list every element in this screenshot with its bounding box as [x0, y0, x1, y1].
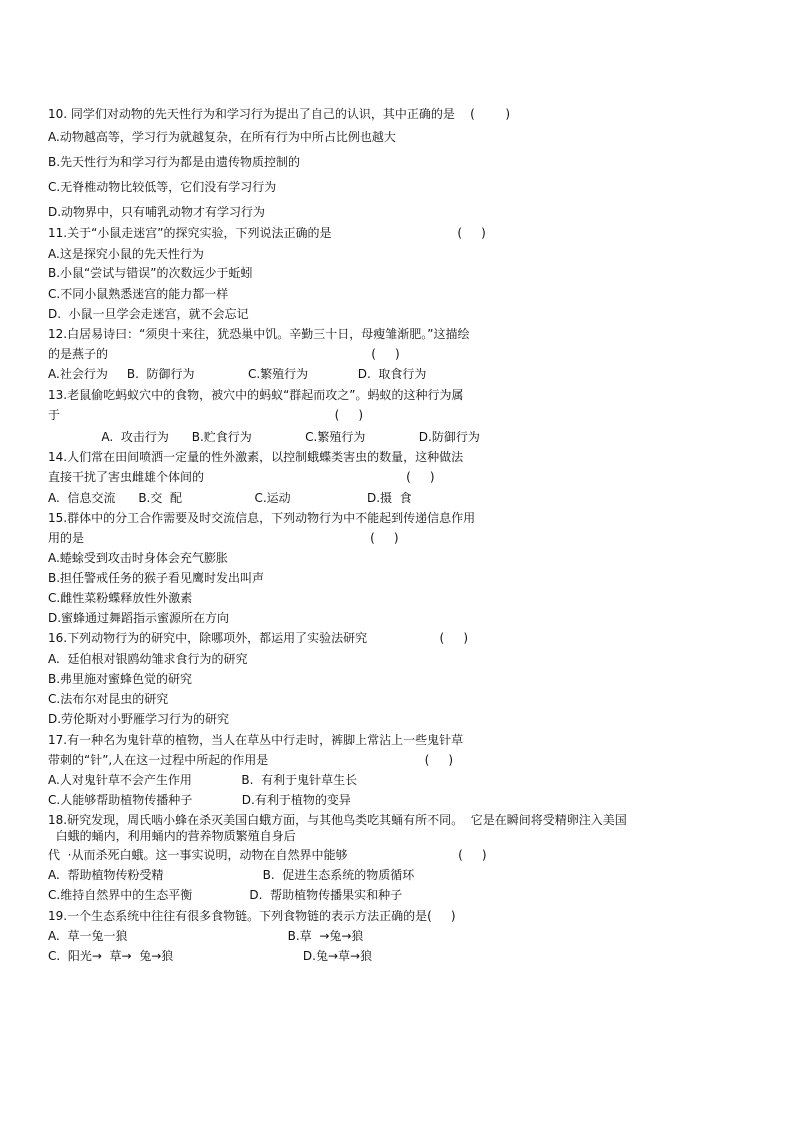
question-17-stem-line: 17.有一种名为鬼针草的植物，当人在草丛中行走时，裤脚上常沾上一些鬼针草 [48, 733, 464, 747]
question-11-option: A.这是探究小鼠的先天性行为 [48, 247, 204, 261]
question-17-stem-line: 带刺的“针”,人在这一过程中所起的作用是 ( ) [48, 753, 454, 767]
question-16-option: B.弗里施对蜜蜂色觉的研究 [48, 672, 193, 686]
question-19-option: C. 阳光→ 草→ 兔→狼 D.兔→草→狼 [48, 949, 373, 963]
question-15-option: D.蜜蜂通过舞蹈指示蜜源所在方向 [48, 611, 230, 625]
question-11-option: C.不同小鼠熟悉迷宫的能力都一样 [48, 287, 229, 301]
question-14-stem-line: 14.人们常在田间喷洒一定量的性外激素，以控制蛾蝶类害虫的数量，这种做法 [48, 450, 464, 464]
question-11-stem-line: 11.关于“小鼠走迷宫”的探究实验，下列说法正确的是 ( ) [48, 226, 486, 240]
question-12-stem-line: 12.白居易诗曰：“须臾十来往，犹恐巢中饥。辛勤三十日，母瘦雏渐肥。”这描绘 [48, 327, 470, 341]
question-17-option: C.人能够帮助植物传播种子 D.有利于植物的变异 [48, 793, 351, 807]
question-11-option: D. 小鼠一旦学会走迷宫，就不会忘记 [48, 307, 249, 321]
question-18-stem-line: 代 ·从而杀死白蛾。这一事实说明，动物在自然界中能够 ( ) [48, 848, 487, 862]
question-19-option: A. 草一兔一狼 B.草 →兔→狼 [48, 929, 364, 943]
question-19-stem-line: 19.一个生态系统中往往有很多食物链。下列食物链的表示方法正确的是( ) [48, 909, 456, 923]
question-10-option: C.无脊椎动物比较低等，它们没有学习行为 [48, 180, 277, 194]
question-15-option: B.担任警戒任务的猴子看见鹰时发出叫声 [48, 571, 265, 585]
question-18-option: C.维持自然界中的生态平衡 D. 帮助植物传播果实和种子 [48, 888, 403, 902]
question-15-option: C.雌性菜粉蝶释放性外激素 [48, 591, 193, 605]
question-10-stem-line: 10. 同学们对动物的先天性行为和学习行为提出了自己的认识，其中正确的是 ( ) [48, 107, 511, 121]
question-15-option: A.蜷蜍受到攻击时身体会充气膨胀 [48, 551, 228, 565]
question-12-stem-line: 的是燕子的 ( ) [48, 347, 400, 361]
question-10-option: B.先天性行为和学习行为都是由遗传物质控制的 [48, 155, 301, 169]
question-16-option: D.劳伦斯对小野雁学习行为的研究 [48, 712, 230, 726]
question-13-stem-line: 于 ( ) [48, 408, 364, 422]
question-17-option: A.人对鬼针草不会产生作用 B. 有利于鬼针草生长 [48, 773, 358, 787]
question-16-stem-line: 16.下列动物行为的研究中，除哪项外，都运用了实验法研究 ( ) [48, 631, 468, 645]
question-10-option: A.动物越高等，学习行为就越复杂，在所有行为中所占比例也越大 [48, 130, 396, 144]
question-15-stem-line: 15.群体中的分工合作需要及时交流信息，下列动物行为中不能起到传递信息作用 [48, 511, 476, 525]
question-11-option: B.小鼠“尝试与错误”的次数远少于蚯蚓 [48, 266, 253, 280]
question-13-option: A. 攻击行为 B.贮食行为 C.繁殖行为 D.防御行为 [48, 430, 480, 444]
question-16-option: C.法布尔对昆虫的研究 [48, 692, 169, 706]
question-18-stem-line: 白蛾的蛹内，利用蛹内的营养物质繁殖自身后 [48, 829, 296, 843]
question-18-option: A. 帮助植物传粉受精 B. 促进生态系统的物质循环 [48, 868, 415, 882]
question-10-option: D.动物界中，只有哺乳动物才有学习行为 [48, 205, 266, 219]
question-15-stem-line: 用的是 ( ) [48, 531, 399, 545]
question-14-stem-line: 直接干扰了害虫雌雄个体间的 ( ) [48, 470, 435, 484]
question-13-stem-line: 13.老鼠偷吃蚂蚁穴中的食物，被穴中的蚂蚁“群起而攻之”。蚂蚁的这种行为属 [48, 388, 464, 402]
question-14-option: A. 信息交流 B.交 配 C.运动 D.摄 食 [48, 491, 412, 505]
question-18-stem-line: 18.研究发现，周氏啮小蜂在杀灭美国白蛾方面，与其他鸟类吃其蛹有所不同。 它是在瞬间将受精卵注入美国 [48, 813, 627, 827]
question-16-option: A. 廷伯根对银鸥幼雏求食行为的研究 [48, 652, 248, 666]
question-12-option: A.社会行为 B. 防御行为 C.繁殖行为 D. 取食行为 [48, 367, 427, 381]
